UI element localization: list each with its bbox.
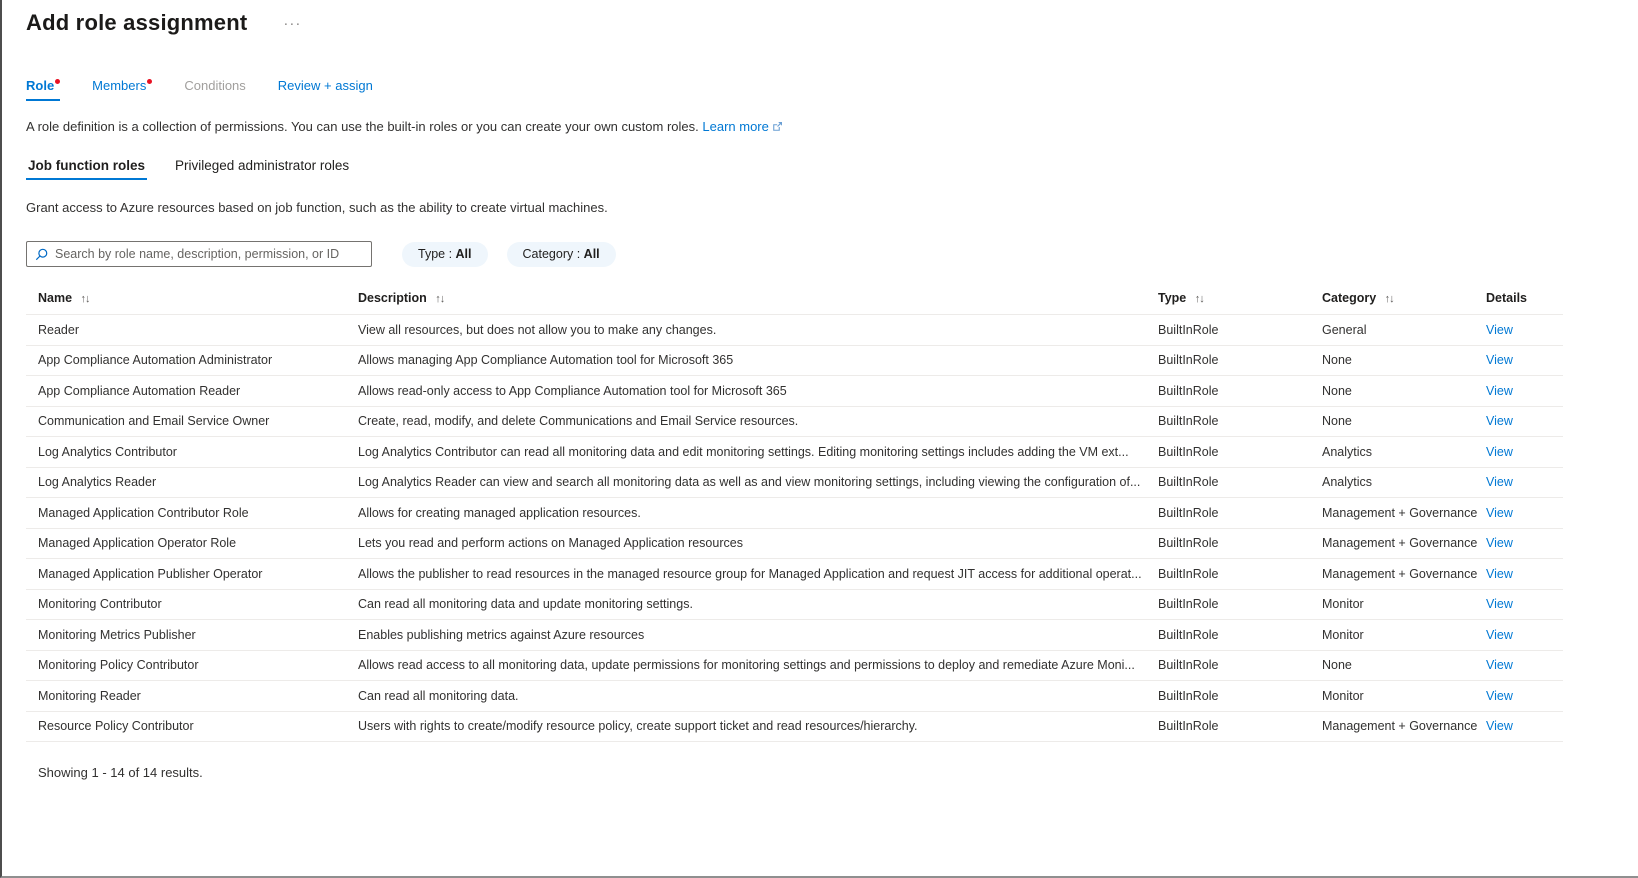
roles-table-body [26,315,1563,742]
sort-icon: ↑↓ [80,293,90,305]
tab-role-label: Role [26,78,55,93]
role-name: App Compliance Automation Administrator [38,353,273,368]
role-category: Monitor [1322,597,1364,612]
type-filter-button[interactable] [402,242,488,267]
role-name: Log Analytics Reader [38,475,157,490]
role-name: Communication and Email Service Owner [38,414,270,429]
view-details-link[interactable]: View [1486,597,1513,612]
role-type: BuiltInRole [1158,414,1219,429]
role-category: Management + Governance [1322,566,1478,581]
filter-value: All [583,247,600,261]
role-name: Monitoring Reader [38,688,141,703]
pivot-bar [26,158,1638,180]
tab-conditions [184,78,247,101]
column-header-details: Details [1486,291,1527,305]
role-type: BuiltInRole [1158,719,1219,734]
title-row [26,10,1638,36]
table-row[interactable] [26,346,1563,377]
role-type: BuiltInRole [1158,353,1219,368]
table-row[interactable] [26,590,1563,621]
search-input[interactable] [55,247,363,261]
learn-more-label: Learn more [702,119,769,134]
role-type: BuiltInRole [1158,475,1219,490]
table-row[interactable] [26,681,1563,712]
role-description: View all resources, but does not allow you to make any changes. [358,322,717,337]
role-type: BuiltInRole [1158,322,1219,337]
filter-separator: : [445,247,456,261]
role-name: Monitoring Metrics Publisher [38,627,196,642]
table-row[interactable] [26,437,1563,468]
role-category: Management + Governance [1322,719,1478,734]
role-type: BuiltInRole [1158,688,1219,703]
filter-label: Type [418,247,446,261]
column-header-type[interactable]: Type ↑↓ [1158,291,1204,305]
category-filter-button[interactable] [507,242,616,267]
role-category: None [1322,353,1352,368]
role-category: General [1322,322,1367,337]
role-description: Allows the publisher to read resources in the managed resource group for Managed Application and request JIT access for additional operat... [358,566,1142,581]
tab-review-assign-label: Review + assign [277,78,373,93]
role-description: Allows managing App Compliance Automation tool for Microsoft 365 [358,353,734,368]
role-category: Management + Governance [1322,536,1478,551]
pivot-privileged-administrator-roles[interactable]: Privileged administrator roles [175,158,350,173]
view-details-link[interactable]: View [1486,322,1513,337]
view-details-link[interactable]: View [1486,383,1513,398]
role-description: Can read all monitoring data. [358,688,519,703]
tab-conditions-label: Conditions [184,78,246,93]
role-type: BuiltInRole [1158,444,1219,459]
view-details-link[interactable]: View [1486,353,1513,368]
role-category: None [1322,383,1352,398]
roles-table [26,283,1563,742]
sort-icon: ↑↓ [1194,293,1204,305]
role-description: Allows for creating managed application resources. [358,505,641,520]
role-type: BuiltInRole [1158,536,1219,551]
role-type: BuiltInRole [1158,658,1219,673]
role-name: Managed Application Operator Role [38,536,237,551]
tab-role[interactable] [26,78,62,101]
view-details-link[interactable]: View [1486,627,1513,642]
role-description: Log Analytics Contributor can read all monitoring data and edit monitoring settings. Editing monitoring settings includes adding the VM ext... [358,444,1129,459]
role-name: Reader [38,322,79,337]
role-name: Managed Application Contributor Role [38,505,249,520]
role-description: Create, read, modify, and delete Communications and Email Service resources. [358,414,799,429]
role-type: BuiltInRole [1158,597,1219,612]
search-box[interactable] [26,241,372,267]
role-description: Log Analytics Reader can view and search all monitoring data as well as and view monitoring settings, including viewing the configuration of... [358,475,1141,490]
view-details-link[interactable]: View [1486,444,1513,459]
learn-more-link[interactable] [702,119,782,134]
table-row[interactable] [26,376,1563,407]
page-title: Add role assignment [26,10,248,35]
role-description: Can read all monitoring data and update monitoring settings. [358,597,693,612]
role-category: Analytics [1322,475,1373,490]
table-row[interactable] [26,712,1563,743]
view-details-link[interactable]: View [1486,505,1513,520]
role-name: App Compliance Automation Reader [38,383,241,398]
pivot-description: Grant access to Azure resources based on job function, such as the ability to create virtual machines. [26,200,608,215]
table-row[interactable] [26,498,1563,529]
more-options-button[interactable]: ··· [279,16,305,31]
tab-bar [26,78,1638,101]
sort-icon: ↑↓ [1384,293,1394,305]
role-name: Monitoring Policy Contributor [38,658,199,673]
unsaved-changes-dot [55,79,60,84]
role-name: Log Analytics Contributor [38,444,177,459]
role-category: Monitor [1322,627,1364,642]
role-description: Users with rights to create/modify resource policy, create support ticket and read resources/hierarchy. [358,719,918,734]
role-name: Managed Application Publisher Operator [38,566,263,581]
role-description: Enables publishing metrics against Azure resources [358,627,645,642]
filter-separator: : [573,247,584,261]
filter-controls [26,241,1638,267]
tab-members-label: Members [92,78,147,93]
view-details-link[interactable]: View [1486,566,1513,581]
table-row[interactable] [26,468,1563,499]
role-description: Lets you read and perform actions on Managed Application resources [358,536,743,551]
role-category: Monitor [1322,688,1364,703]
unsaved-changes-dot [147,79,152,84]
role-type: BuiltInRole [1158,383,1219,398]
role-definition-intro [26,119,1638,134]
role-category: None [1322,658,1352,673]
role-name: Resource Policy Contributor [38,719,194,734]
role-category: Management + Governance [1322,505,1478,520]
intro-text: A role definition is a collection of permissions. You can use the built-in roles or you can create your own custom roles. [26,119,699,134]
view-details-link[interactable]: View [1486,658,1513,673]
table-header [26,283,1563,315]
tab-members[interactable] [92,78,154,101]
table-row[interactable] [26,529,1563,560]
sort-icon: ↑↓ [435,293,445,305]
role-type: BuiltInRole [1158,566,1219,581]
column-header-category[interactable]: Category ↑↓ [1322,291,1394,305]
table-row[interactable] [26,559,1563,590]
view-details-link[interactable]: View [1486,536,1513,551]
view-details-link[interactable]: View [1486,688,1513,703]
external-link-icon [772,121,783,132]
role-type: BuiltInRole [1158,505,1219,520]
search-icon [35,248,48,261]
role-category: None [1322,414,1352,429]
table-row[interactable] [26,651,1563,682]
column-header-description[interactable]: Description ↑↓ [358,291,445,305]
role-description: Allows read access to all monitoring data, update permissions for monitoring settings and permissions to deploy and remediate Azure Moni... [358,658,1135,673]
view-details-link[interactable]: View [1486,414,1513,429]
pivot-job-function-roles[interactable]: Job function roles [26,158,147,180]
table-row[interactable] [26,620,1563,651]
filter-value: All [455,247,472,261]
results-summary: Showing 1 - 14 of 14 results. [38,765,203,780]
role-description: Allows read-only access to App Compliance Automation tool for Microsoft 365 [358,383,787,398]
role-category: Analytics [1322,444,1373,459]
table-row[interactable] [26,315,1563,346]
filter-label: Category [522,247,574,261]
view-details-link[interactable]: View [1486,475,1513,490]
tab-review-assign[interactable] [278,78,375,101]
role-name: Monitoring Contributor [38,597,162,612]
table-row[interactable] [26,407,1563,438]
view-details-link[interactable]: View [1486,719,1513,734]
column-header-name[interactable]: Name ↑↓ [38,291,90,305]
role-type: BuiltInRole [1158,627,1219,642]
